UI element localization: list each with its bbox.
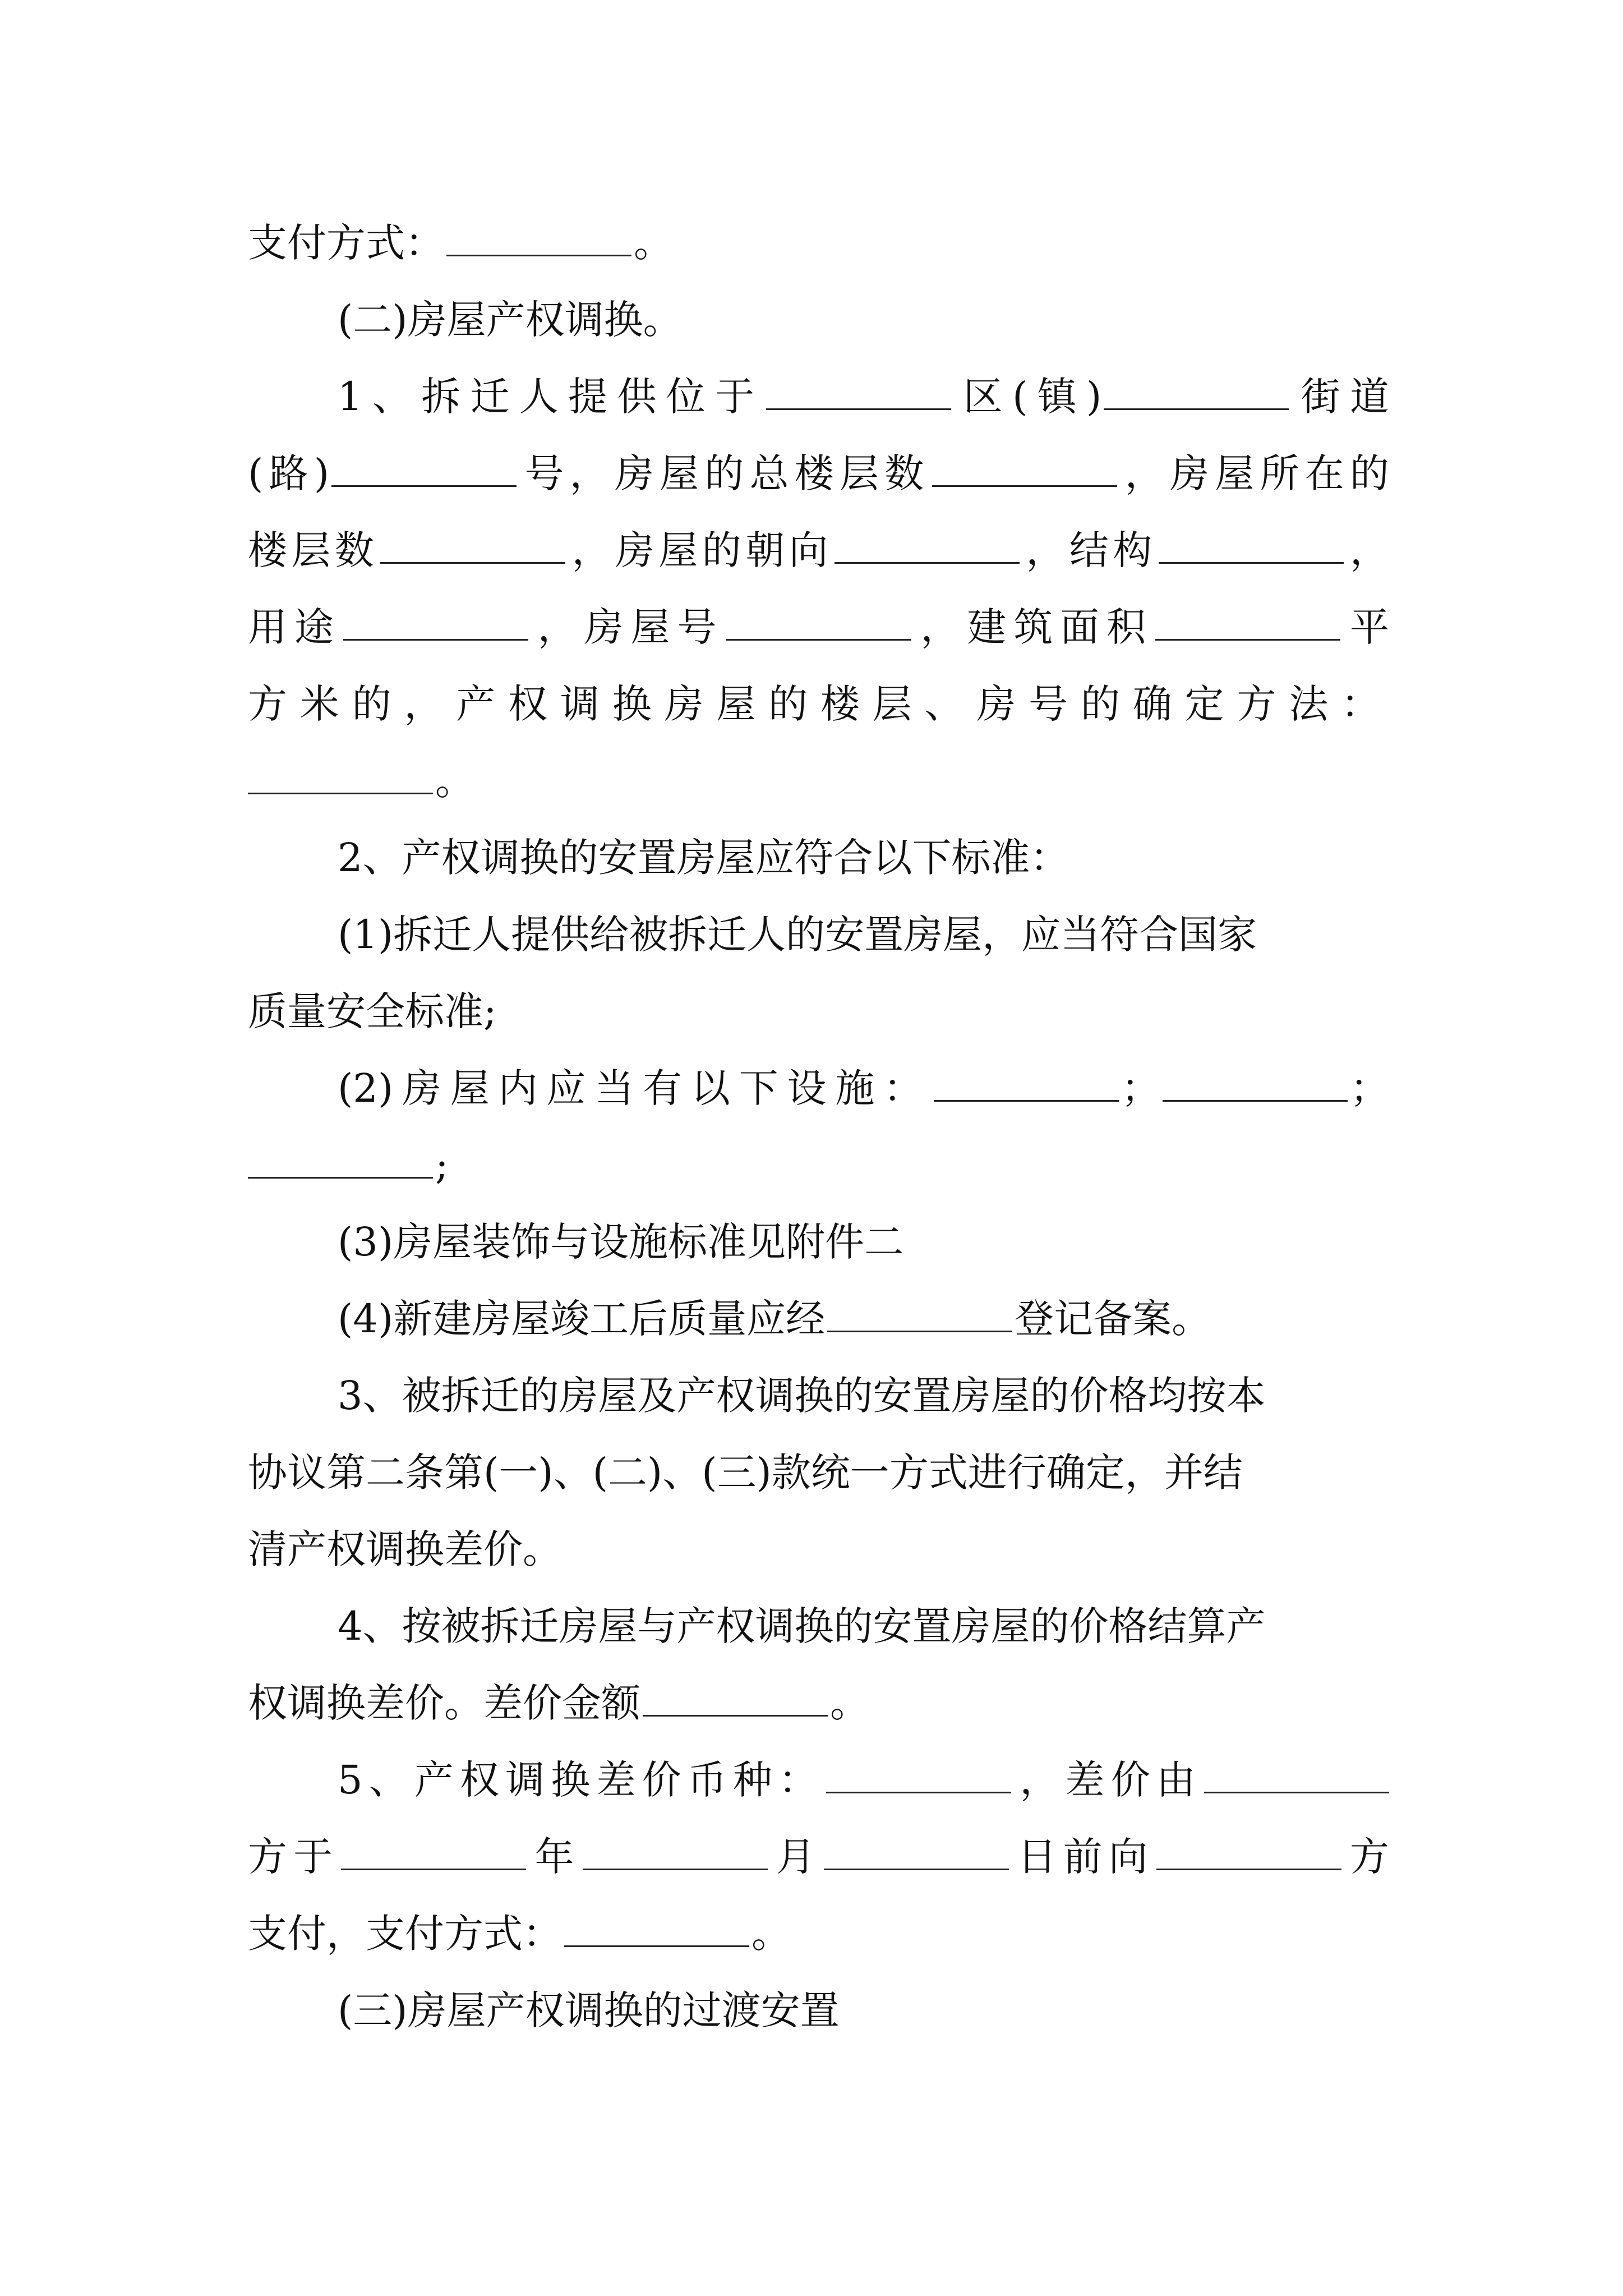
fill-blank[interactable] [1155,637,1340,641]
text-line [248,205,1389,282]
fill-blank[interactable] [1156,1866,1341,1870]
text-segment: 楼层数 [248,527,379,573]
fill-blank[interactable] [380,560,565,564]
text-line [248,1819,1389,1895]
fill-blank[interactable] [248,790,433,794]
fill-blank[interactable] [827,1328,1012,1332]
text-segment: ，建筑面积 [913,604,1154,650]
fill-blank[interactable] [248,1175,433,1179]
section-heading [248,1972,1389,2049]
document-body [248,205,1389,2049]
text-line [248,666,1389,743]
text-segment: (2)房屋内应当有以下设施： [338,1065,932,1111]
text-segment: (1)拆迁人提供给被拆迁人的安置房屋，应当符合国家 [338,912,1257,958]
text-segment: 质量安全标准; [248,988,497,1034]
text-line [248,1665,1389,1742]
fill-blank[interactable] [934,1098,1119,1102]
text-line [248,973,1389,1050]
text-segment: 2、产权调换的安置房屋应符合以下标准： [338,835,1069,881]
text-segment: ，房屋的朝向 [568,527,833,573]
text-segment: 支付方式： [248,220,444,266]
text-segment: ，差价由 [1013,1757,1202,1803]
fill-blank[interactable] [1163,1098,1348,1102]
fill-blank[interactable] [643,1713,828,1717]
text-segment: (4)新建房屋竣工后质量应经 [338,1296,826,1342]
text-segment: ; [435,1142,449,1188]
text-segment: (3)房屋装饰与设施标准见附件二 [338,1219,904,1265]
text-segment: 。 [830,1680,869,1726]
text-line [248,1434,1389,1511]
text-segment: 4、按被拆迁房屋与产权调换的安置房屋的价格结算产 [338,1603,1266,1649]
text-line [248,1742,1389,1819]
text-segment: 街道 [1291,374,1390,420]
text-segment: 号，房屋的总楼层数 [519,450,930,496]
text-line [248,896,1389,973]
text-segment: 。 [435,758,474,804]
text-segment: 区(镇) [953,374,1102,420]
text-line [248,512,1389,589]
text-segment: 年 [528,1834,580,1880]
fill-blank[interactable] [1204,1789,1389,1793]
fill-blank[interactable] [583,1866,768,1870]
text-segment: ； [1121,1065,1160,1111]
text-segment: 方 [1343,1834,1390,1880]
section-heading [248,282,1389,358]
text-line [248,358,1389,435]
text-line [248,1127,1389,1204]
text-segment: 权调换差价。差价金额 [248,1680,640,1726]
fill-blank[interactable] [331,483,517,487]
text-segment: 。 [634,220,673,266]
fill-blank[interactable] [564,1943,749,1947]
text-segment: 3、被拆迁的房屋及产权调换的安置房屋的价格均按本 [338,1373,1266,1419]
fill-blank[interactable] [834,560,1020,564]
text-segment: 支付，支付方式： [248,1911,562,1957]
text-line [248,589,1389,666]
fill-blank[interactable] [341,1866,526,1870]
fill-blank[interactable] [446,252,631,256]
text-segment: 方米的，产权调换房屋的楼层、房号的确定方法： [248,681,1389,727]
text-segment: ， [1345,527,1390,573]
text-segment: 1、拆迁人提供位于 [338,374,764,420]
text-segment: ，房屋号 [530,604,724,650]
text-line [248,1281,1389,1358]
text-line [248,1050,1389,1127]
text-segment: (二)房屋产权调换。 [338,297,683,343]
fill-blank[interactable] [932,483,1117,487]
text-line [248,1511,1389,1588]
text-segment: 平 [1343,604,1390,650]
text-line [248,1588,1389,1665]
text-segment: 用途 [248,604,341,650]
text-segment: ，房屋所在的 [1119,450,1390,496]
text-segment: ； [1350,1065,1389,1111]
text-segment: 5、产权调换差价币种： [338,1757,824,1803]
text-line [248,1204,1389,1281]
fill-blank[interactable] [343,637,528,641]
text-segment: (路) [248,450,330,496]
fill-blank[interactable] [826,1789,1011,1793]
text-segment: (三)房屋产权调换的过渡安置 [338,1987,840,2033]
text-segment: 。 [751,1911,791,1957]
text-segment: 登记备案。 [1015,1296,1211,1342]
text-segment: 清产权调换差价。 [248,1526,562,1572]
text-segment: 方于 [248,1834,339,1880]
text-segment: ，结构 [1022,527,1156,573]
text-line [248,1895,1389,1972]
fill-blank[interactable] [766,406,951,410]
text-segment: 日前向 [1011,1834,1154,1880]
fill-blank[interactable] [726,637,911,641]
text-segment: 协议第二条第(一)、(二)、(三)款统一方式进行确定，并结 [248,1450,1243,1496]
text-line [248,1358,1389,1434]
text-line [248,820,1389,896]
fill-blank[interactable] [824,1866,1009,1870]
fill-blank[interactable] [1159,560,1344,564]
text-segment: 月 [769,1834,822,1880]
text-line [248,743,1389,820]
fill-blank[interactable] [1104,406,1289,410]
text-line [248,435,1389,512]
